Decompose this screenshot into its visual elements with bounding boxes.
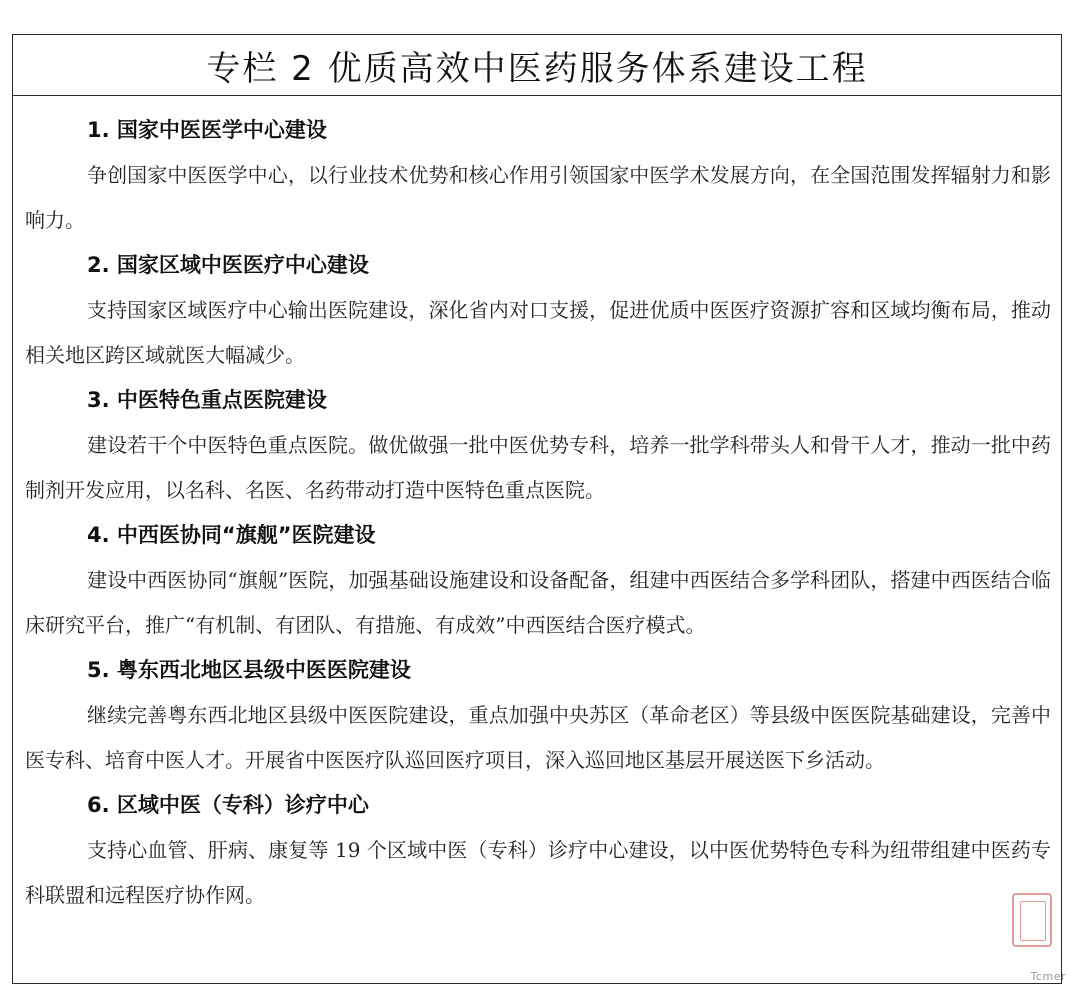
section-paragraph: 建设若干个中医特色重点医院。做优做强一批中医优势专科，培养一批学科带头人和骨干人才，推动一批中药制剂开发应用，以名科、名医、名药带动打造中医特色重点医院。 <box>25 433 1051 502</box>
section-heading: 3. 中医特色重点医院建设 <box>87 388 327 412</box>
document-box <box>12 34 1062 984</box>
section-paragraph: 继续完善粤东西北地区县级中医医院建设，重点加强中央苏区（革命老区）等县级中医医院基础建设，完善中医专科、培育中医人才。开展省中医医疗队巡回医疗项目，深入巡回地区基层开展送医下乡活动。 <box>25 703 1051 772</box>
section-4 <box>25 513 1051 648</box>
document-title: 专栏 2 优质高效中医药服务体系建设工程 <box>13 35 1061 96</box>
section-1 <box>25 108 1051 243</box>
document-content <box>13 96 1061 918</box>
section-6 <box>25 783 1051 918</box>
section-heading: 4. 中西医协同“旗舰”医院建设 <box>87 523 376 547</box>
red-seal-icon <box>1012 893 1052 947</box>
section-3 <box>25 378 1051 513</box>
section-heading: 1. 国家中医医学中心建设 <box>87 118 327 142</box>
section-paragraph: 建设中西医协同“旗舰”医院，加强基础设施建设和设备配备，组建中西医结合多学科团队，搭建中西医结合临床研究平台，推广“有机制、有团队、有措施、有成效”中西医结合医疗模式。 <box>25 568 1051 637</box>
watermark-text: Tcmer <box>1030 970 1066 983</box>
section-paragraph: 支持国家区域医疗中心输出医院建设，深化省内对口支援，促进优质中医医疗资源扩容和区域均衡布局，推动相关地区跨区域就医大幅减少。 <box>25 298 1051 367</box>
section-heading: 5. 粤东西北地区县级中医医院建设 <box>87 658 411 682</box>
section-heading: 2. 国家区域中医医疗中心建设 <box>87 253 369 277</box>
section-paragraph: 支持心血管、肝病、康复等 19 个区域中医（专科）诊疗中心建设，以中医优势特色专科为纽带组建中医药专科联盟和远程医疗协作网。 <box>25 838 1051 907</box>
section-heading: 6. 区域中医（专科）诊疗中心 <box>87 793 369 817</box>
section-paragraph: 争创国家中医医学中心，以行业技术优势和核心作用引领国家中医学术发展方向，在全国范围发挥辐射力和影响力。 <box>25 163 1051 232</box>
section-2 <box>25 243 1051 378</box>
section-5 <box>25 648 1051 783</box>
